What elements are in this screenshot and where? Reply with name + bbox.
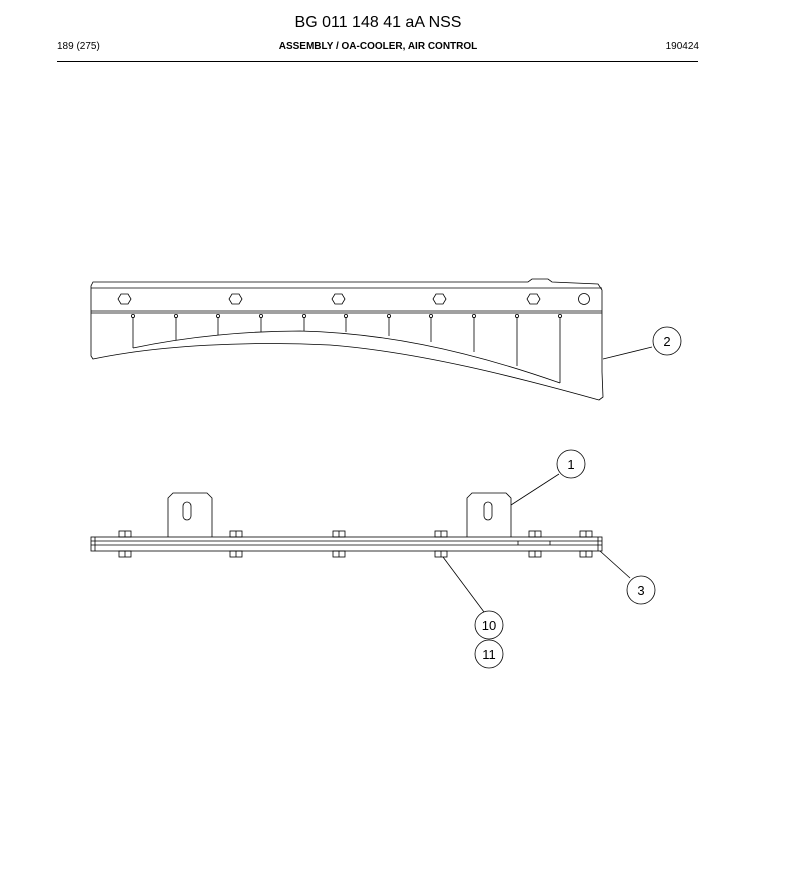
bracket-left [168,493,212,537]
callout-11-label: 11 [482,647,496,662]
panel-ribs [131,314,561,383]
callout-1 [557,450,585,478]
callout-2-label: 2 [663,334,671,349]
document-title: BG 011 148 41 aA NSS [294,14,462,31]
rail-assembly [91,474,630,612]
callout-10 [475,611,503,639]
callout-3-label: 3 [637,583,645,598]
callout-10-label: 10 [481,618,497,633]
callout-3 [627,576,655,604]
callout-1-label: 1 [567,457,575,472]
callout-11 [475,640,503,668]
hex-holes [118,294,590,305]
callout-2 [653,327,681,355]
bracket-right [467,493,511,537]
page-number: 189 (275) [57,41,100,52]
panel-part [91,279,652,400]
date-code: 190424 [665,41,699,52]
section-title: ASSEMBLY / OA-COOLER, AIR CONTROL [278,41,478,52]
bolts [119,531,592,557]
